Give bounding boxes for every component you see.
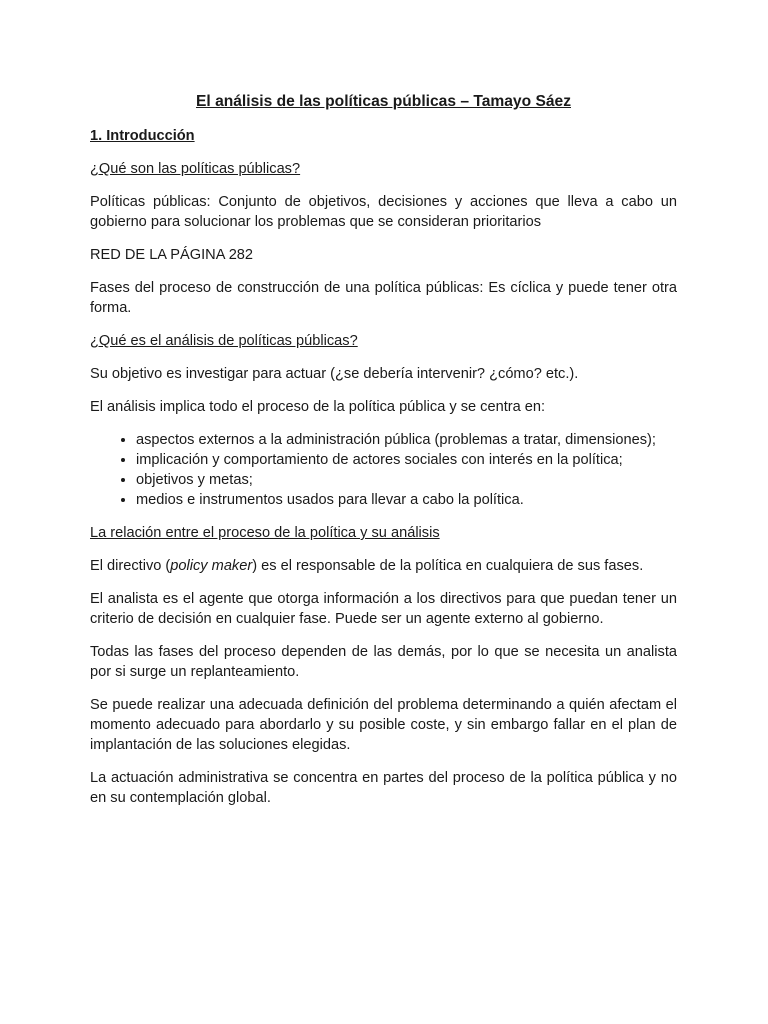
list-item: • objetivos y metas;: [136, 470, 677, 490]
subheading-que-son: ¿Qué son las políticas públicas?: [90, 161, 301, 177]
directivo-text-pre: El directivo (: [90, 558, 171, 574]
list-item: • aspectos externos a la administración pública (problemas a tratar, dimensiones);: [136, 430, 677, 450]
document-page: [90, 92, 677, 821]
section-heading-introduccion: 1. Introducción: [90, 128, 195, 144]
paragraph-se-puede: Se puede realizar una adecuada definición del problema determinando a quién afectam el momento adecuado para abordarlo y su posible coste, y sin embargo fallar en el plan de implantación de las soluciones elegidas.: [90, 697, 677, 753]
paragraph-analista: El analista es el agente que otorga información a los directivos para que puedan tener un criterio de decisión en cualquier fase. Puede ser un agente externo al gobierno.: [90, 591, 677, 627]
subheading-que-es-analisis: ¿Qué es el análisis de políticas públicas?: [90, 333, 358, 349]
paragraph-definition: Políticas públicas: Conjunto de objetivos, decisiones y acciones que lleva a cabo un gobierno para solucionar los problemas que se consideran prioritarios: [90, 194, 677, 230]
bullet-list: [90, 430, 677, 510]
policy-maker-term: policy maker: [170, 558, 253, 574]
paragraph-todas-las-fases: Todas las fases del proceso dependen de las demás, por lo que se necesita un analista por si surge un replanteamiento.: [90, 644, 677, 680]
paragraph-actuacion: La actuación administrativa se concentra en partes del proceso de la política pública y no en su contemplación global.: [90, 770, 677, 806]
list-item: • implicación y comportamiento de actores sociales con interés en la política;: [136, 450, 677, 470]
subheading-relacion: La relación entre el proceso de la política y su análisis: [90, 525, 440, 541]
paragraph-implica: El análisis implica todo el proceso de la política pública y se centra en:: [90, 399, 546, 415]
paragraph-fases: Fases del proceso de construcción de una política públicas: Es cíclica y puede tener otra forma.: [90, 280, 677, 316]
paragraph-red: RED DE LA PÁGINA 282: [90, 247, 254, 263]
paragraph-objetivo: Su objetivo es investigar para actuar (¿se debería intervenir? ¿cómo? etc.).: [90, 366, 579, 382]
list-item: • medios e instrumentos usados para llevar a cabo la política.: [136, 490, 677, 510]
paragraph-directivo: [90, 556, 677, 576]
directivo-text-post: ) es el responsable de la política en cualquiera de sus fases.: [252, 558, 644, 574]
document-title: El análisis de las políticas públicas – Tamayo Sáez: [196, 93, 571, 110]
